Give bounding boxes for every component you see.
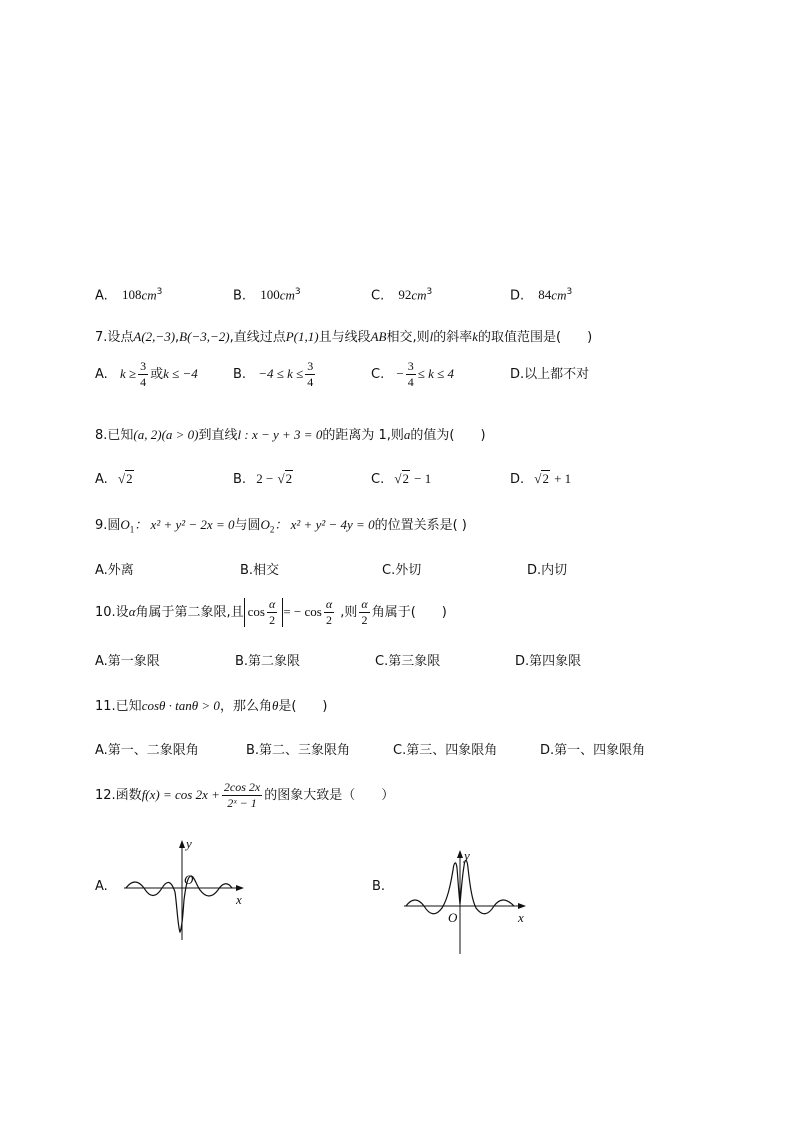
stem-text: 到直线 <box>198 428 238 443</box>
option-label: C. <box>371 472 385 487</box>
math-expr: −4 ≤ k ≤ <box>258 366 304 382</box>
graph-b <box>400 844 532 956</box>
stem-text: 9.圆 <box>95 518 121 533</box>
option-label: D. <box>510 472 525 487</box>
fraction <box>267 598 277 627</box>
option-value: 100 <box>260 287 280 303</box>
q8-option-d <box>510 472 571 486</box>
radicand: 2 <box>285 471 293 486</box>
q7-stem <box>95 330 592 344</box>
stem-text: 是( ) <box>278 699 328 714</box>
unit-exponent: 3 <box>566 287 573 297</box>
q11-option-c: C.第三、四象限角 <box>393 743 498 758</box>
option-label: B. <box>233 288 247 304</box>
curve-a <box>126 876 232 932</box>
slope-k: k <box>472 329 479 344</box>
q9-stem <box>95 518 467 535</box>
fraction <box>138 360 148 389</box>
numerator: 3 <box>138 360 148 375</box>
option-label: B. <box>233 472 247 487</box>
circle-o2: O <box>260 517 270 532</box>
subscript: 2 <box>269 524 275 535</box>
radicand: 2 <box>542 471 549 486</box>
unit: cm <box>279 287 295 303</box>
graph-a <box>120 836 250 942</box>
q10-option-c: C.第三象限 <box>375 654 441 669</box>
option-value: 92 <box>398 287 412 303</box>
math-expr: k ≤ −4 <box>163 366 198 382</box>
q7-option-d: D.以上都不对 <box>510 367 590 382</box>
point-b: B(−3,−2) <box>179 329 230 344</box>
numerator: α <box>267 598 277 613</box>
numerator: 3 <box>305 360 315 375</box>
stem-text: 相交,则 <box>386 330 430 345</box>
q11-stem <box>95 699 328 713</box>
origin-label: O <box>448 910 458 925</box>
sqrt-sign: √ <box>117 471 126 486</box>
stem-text: 的取值范围是( ) <box>478 330 593 345</box>
q12-option-b: B. <box>372 879 386 894</box>
stem-text: 角属于第二象限,且 <box>135 605 244 621</box>
point-a: A(2,−3) <box>133 329 176 344</box>
origin-label: O <box>184 872 194 887</box>
denominator: 4 <box>140 375 147 390</box>
variable-a: a <box>403 427 411 442</box>
q10-option-d: D.第四象限 <box>515 654 582 669</box>
circle-o1: O <box>120 517 130 532</box>
unit: cm <box>141 287 157 303</box>
numerator: α <box>359 598 369 613</box>
y-axis-arrow <box>457 850 463 858</box>
stem-text: ,直线过点 <box>229 330 286 345</box>
line-l: l <box>429 329 434 344</box>
q6-option-a <box>95 288 162 302</box>
unit-exponent: 3 <box>426 287 433 297</box>
math-expr: − <box>396 366 404 382</box>
math-expr: + 1 <box>554 471 572 486</box>
sqrt-sign: √ <box>277 471 285 486</box>
stem-text: 的斜率 <box>433 330 473 345</box>
math-expr: ≤ k ≤ 4 <box>417 366 454 382</box>
x-label: x <box>518 910 524 925</box>
option-value: 84 <box>538 287 552 303</box>
q12-option-a: A. <box>95 879 108 894</box>
stem-text: 7.设点 <box>95 330 134 345</box>
q6-option-d <box>510 288 572 302</box>
subscript: 1 <box>129 524 135 535</box>
denominator: 4 <box>407 375 414 390</box>
q8-stem <box>95 428 486 442</box>
function-expr: f(x) = cos 2x + <box>141 787 220 803</box>
q6-option-b <box>233 288 301 302</box>
stem-text: 11.已知 <box>95 699 142 714</box>
numerator: 3 <box>406 360 416 375</box>
stem-text: 8.已知 <box>95 428 134 443</box>
numerator: 2cos 2x <box>222 781 262 796</box>
denominator: 2ˣ − 1 <box>227 796 257 811</box>
stem-text: 10.设 <box>95 605 129 621</box>
stem-text: 且与线段 <box>318 330 371 345</box>
option-label: A. <box>95 472 108 487</box>
stem-text: 角属于( ) <box>371 605 447 621</box>
q6-option-c <box>371 288 432 302</box>
math-expr: − 1 <box>414 471 432 486</box>
fraction <box>406 360 416 389</box>
y-axis-arrow <box>179 840 185 848</box>
line-equation: l : x − y + 3 = 0 <box>237 427 323 442</box>
point-p: P(1,1) <box>285 329 319 344</box>
q7-option-b <box>233 360 317 389</box>
q9-option-b: B.相交 <box>240 563 280 578</box>
q9-option-d: D.内切 <box>527 563 568 578</box>
math-expr: 2 − <box>256 471 274 486</box>
x-label: x <box>236 892 242 907</box>
stem-text: 的距离为 1,则 <box>322 428 404 443</box>
q9-option-a: A.外离 <box>95 563 134 578</box>
option-label: C. <box>371 367 385 383</box>
q10-stem <box>95 598 447 627</box>
circle-equation-1: ： x² + y² − 2x = 0 <box>134 517 235 532</box>
fraction <box>324 598 334 627</box>
denominator: 2 <box>361 613 368 628</box>
numerator: α <box>324 598 334 613</box>
stem-text: 与圆 <box>234 518 261 533</box>
option-value: 108 <box>121 287 142 303</box>
fraction <box>359 598 369 627</box>
q8-option-b <box>233 472 293 486</box>
math-expr: = − cos <box>283 604 322 620</box>
fraction <box>305 360 315 389</box>
q9-option-c: C.外切 <box>382 563 422 578</box>
x-axis-arrow <box>236 885 244 891</box>
y-label: y <box>464 848 470 863</box>
sqrt-sign: √ <box>534 471 542 486</box>
segment-ab: AB <box>370 329 387 344</box>
function-name: cos <box>247 604 265 620</box>
y-label: y <box>186 836 192 851</box>
point: (a, 2) <box>133 427 162 442</box>
fraction <box>222 781 262 810</box>
unit-exponent: 3 <box>294 287 301 297</box>
stem-text: 的图象大致是（ ） <box>264 788 395 804</box>
angle-alpha: α <box>128 604 136 620</box>
q7-option-c <box>371 360 454 389</box>
q7-option-a <box>95 360 198 389</box>
option-label: B. <box>233 367 247 383</box>
q8-option-a <box>95 472 134 486</box>
unit-exponent: 3 <box>156 287 163 297</box>
stem-text: ，那么角 <box>219 699 272 714</box>
option-label: D. <box>510 288 525 304</box>
denominator: 2 <box>325 613 332 628</box>
stem-text: 12.函数 <box>95 788 142 804</box>
option-label: A. <box>95 367 108 383</box>
q10-option-b: B.第二象限 <box>235 654 301 669</box>
radicand: 2 <box>402 471 409 486</box>
stem-text: , <box>175 330 180 345</box>
unit: cm <box>411 287 427 303</box>
stem-text: 的值为( ) <box>410 428 486 443</box>
q11-option-b: B.第二、三象限角 <box>246 743 351 758</box>
option-label: C. <box>371 288 385 304</box>
stem-text: ,则 <box>336 605 358 621</box>
absolute-value <box>244 598 284 627</box>
radicand: 2 <box>126 471 133 486</box>
q8-option-c <box>371 472 431 486</box>
stem-text: 或 <box>150 367 164 383</box>
math-expr: k ≥ <box>119 366 137 382</box>
stem-text: 的位置关系是( ) <box>374 518 467 533</box>
q11-option-a: A.第一、二象限角 <box>95 743 199 758</box>
condition: (a > 0) <box>161 427 199 442</box>
angle-theta: θ <box>271 698 279 713</box>
option-label: A. <box>95 288 108 304</box>
q12-stem <box>95 781 394 810</box>
unit: cm <box>551 287 567 303</box>
denominator: 2 <box>269 613 276 628</box>
x-axis-arrow <box>518 903 526 909</box>
q10-option-a: A.第一象限 <box>95 654 160 669</box>
math-expr: cosθ · tanθ > 0 <box>141 698 220 713</box>
circle-equation-2: ： x² + y² − 4y = 0 <box>274 517 375 532</box>
denominator: 4 <box>307 375 314 390</box>
q11-option-d: D.第一、四象限角 <box>540 743 646 758</box>
sqrt-sign: √ <box>394 471 402 486</box>
